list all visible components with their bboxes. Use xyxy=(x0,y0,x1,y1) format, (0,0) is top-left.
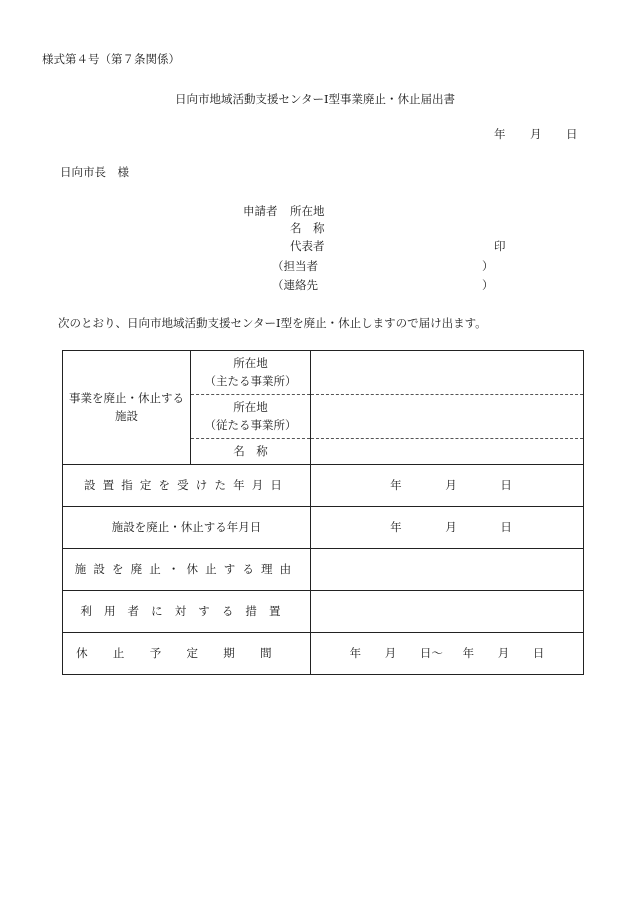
abolish-date-field[interactable]: 年 月 日 xyxy=(311,507,584,549)
date-year-label: 年 xyxy=(494,127,506,141)
date-day-label: 日 xyxy=(566,127,578,141)
reason-label: 施設を廃止・休止する理由 xyxy=(63,549,311,591)
sub-office-address-label: 所在地 （従たる事業所） xyxy=(191,395,311,439)
reason-field[interactable] xyxy=(311,549,584,591)
form-number: 様式第４号（第７条関係） xyxy=(42,52,180,66)
applicant-name-label: 名 称 xyxy=(290,221,325,235)
applicant-address-label: 所在地 xyxy=(290,204,325,218)
applicant-label: 申請者 xyxy=(243,204,278,218)
facility-name-field[interactable] xyxy=(311,439,584,465)
abolish-date-label: 施設を廃止・休止する年月日 xyxy=(63,507,311,549)
date-month-label: 月 xyxy=(530,127,542,141)
seal-mark: 印 xyxy=(494,239,506,253)
contact-info-label: （連絡先 xyxy=(272,278,318,292)
facility-label-line2: 施設 xyxy=(115,408,138,423)
contact-person-close: ） xyxy=(482,259,494,273)
facility-label-line1: 事業を廃止・休止する xyxy=(69,390,184,405)
applicant-representative-label: 代表者 xyxy=(290,239,325,253)
addressee: 日向市長 様 xyxy=(60,165,129,179)
table-row xyxy=(63,633,584,675)
suspension-period-label: 休止予定期間 xyxy=(63,633,311,675)
measures-label: 利用者に対する措置 xyxy=(63,591,311,633)
facility-name-label: 名 称 xyxy=(191,439,311,465)
main-office-address-label: 所在地 （主たる事業所） xyxy=(191,351,311,395)
contact-info-close: ） xyxy=(482,278,494,292)
document-title: 日向市地域活動支援センターⅠ型事業廃止・休止届出書 xyxy=(174,92,456,106)
measures-field[interactable] xyxy=(311,591,584,633)
main-office-address-field[interactable] xyxy=(311,351,584,395)
table-row xyxy=(63,507,584,549)
designation-date-field[interactable]: 年 月 日 xyxy=(311,465,584,507)
suspension-period-field[interactable]: 年 月 日～ 年 月 日 xyxy=(311,633,584,675)
notification-statement: 次のとおり、日向市地域活動支援センターⅠ型を廃止・休止しますので届け出ます。 xyxy=(58,316,487,330)
table-row xyxy=(63,591,584,633)
facility-label-cell xyxy=(63,351,191,465)
contact-person-label: （担当者 xyxy=(272,259,318,273)
notification-table xyxy=(62,350,584,675)
designation-date-label: 設置指定を受けた年月日 xyxy=(63,465,311,507)
sub-office-address-field[interactable] xyxy=(311,395,584,439)
table-row xyxy=(63,351,584,395)
table-row xyxy=(63,549,584,591)
table-row xyxy=(63,465,584,507)
